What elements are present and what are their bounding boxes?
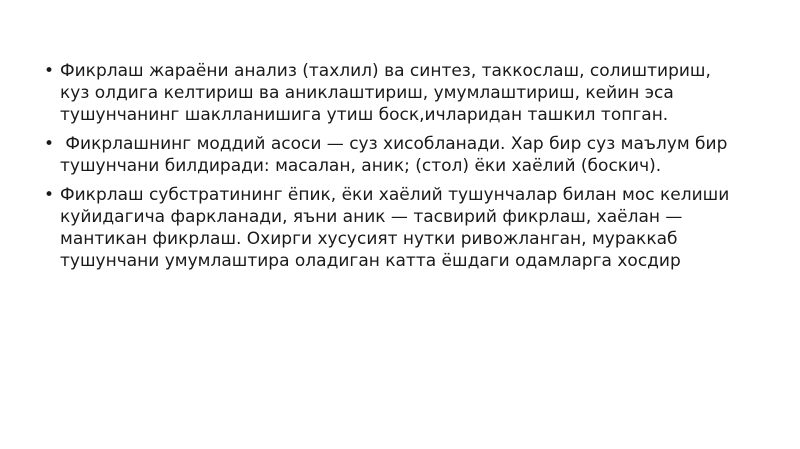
bullet-text: Фикрлашнинг моддий асоси — суз хисобланади. Хар бир суз маълум бир тушунчани билдиради: масалан, аник; (стол) ёки хаёлий (боскич). <box>60 134 733 176</box>
bullet-point-icon: • <box>44 134 55 154</box>
bullet-text: Фикрлаш жараёни анализ (тахлил) ва синтез, таккослаш, солиштириш, куз олдига келтириш ва аниклаштириш, умумлаштириш, кейин эса тушунчанинг шаклланишига утиш боск,ичларидан ташкил топган. <box>60 61 717 125</box>
bullet-point-icon: • <box>44 185 55 205</box>
bullet-item-substrate <box>44 184 744 272</box>
bullet-point-icon: • <box>44 61 55 81</box>
bullet-item-material-basis <box>44 133 744 177</box>
bullet-item-thinking-process <box>44 60 744 126</box>
bullet-list <box>44 60 744 279</box>
bullet-text: Фикрлаш субстратининг ёпик, ёки хаёлий тушунчалар билан мос келиши куйидагича фаркланади, яъни аник — тасвирий фикрлаш, хаёлан — мантикан фикрлаш. Охирги хусусият нутки ривожланган, мураккаб тушунчани умумлаштира оладиган катта ёшдаги одамларга хосдир <box>60 185 735 271</box>
